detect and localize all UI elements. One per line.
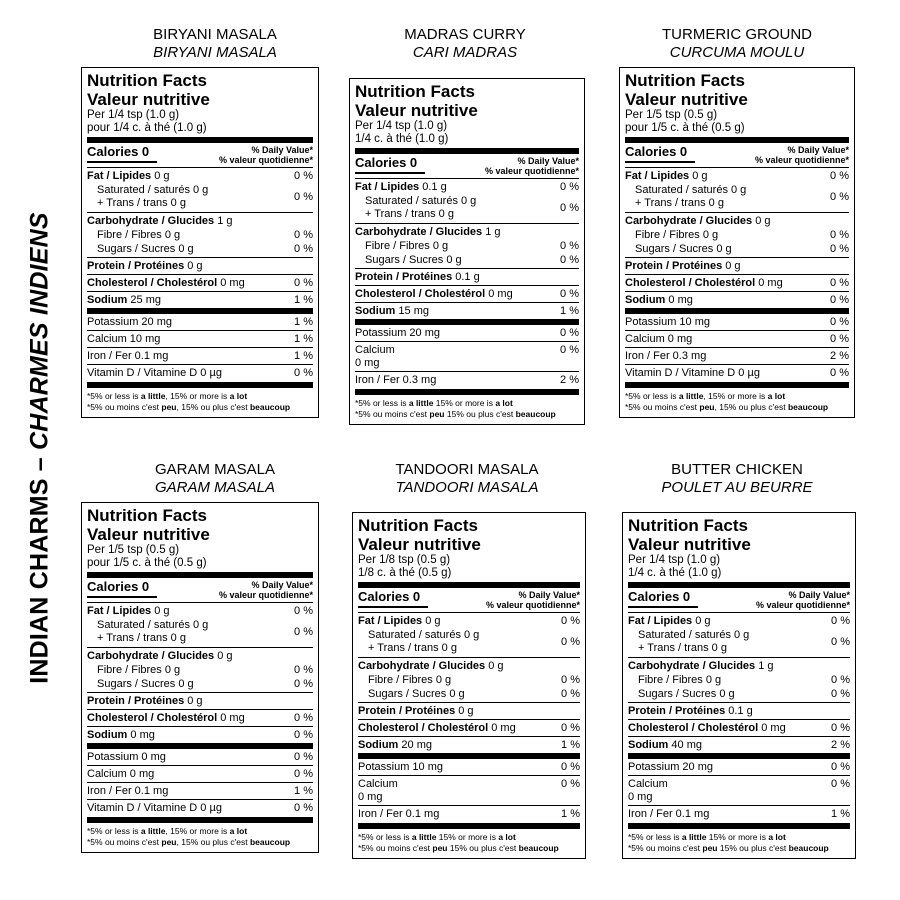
serving-size-en: Per 1/4 tsp (1.0 g) [628, 554, 721, 566]
fibre-row: Fibre / Fibres 0 g 0 % [365, 240, 579, 252]
footnote: *5% or less is a little, 15% or more is a lot *5% ou moins c'est peu, 15% ou plus c'est beaucoup [87, 391, 291, 412]
calories-row [355, 154, 579, 176]
serving-size-fr: 1/8 c. à thé (0.5 g) [358, 567, 452, 579]
saturated-trans-row: Saturated / saturés 0 g + Trans / trans 0 g 0 % [97, 619, 313, 644]
sugars-row: Sugars / Sucres 0 g 0 % [365, 254, 579, 266]
fat-row: Fat / Lipides 0 g 0 % [625, 170, 849, 182]
fibre-row: Fibre / Fibres 0 g 0 % [97, 664, 313, 676]
calories-row [628, 588, 850, 610]
carbohydrate-row: Carbohydrate / Glucides 0 g [358, 660, 504, 672]
carbohydrate-row: Carbohydrate / Glucides 0 g [625, 215, 771, 227]
carbohydrate-row: Carbohydrate / Glucides 1 g [628, 660, 774, 672]
fat-row: Fat / Lipides 0 g 0 % [628, 615, 850, 627]
calories: Calories 0 [87, 579, 150, 594]
potassium-row: Potassium 10 mg 0 % [625, 316, 849, 328]
fat-row: Fat / Lipides 0 g 0 % [358, 615, 580, 627]
product-name-en: MADRAS CURRY [404, 26, 526, 43]
daily-value-header: % Daily Value* % valeur quotidienne* [218, 580, 313, 600]
iron-row: Iron / Fer 0.1 mg 1 % [358, 808, 580, 820]
cholesterol-row: Cholesterol / Cholestérol 0 mg 0 % [87, 277, 313, 289]
saturated-trans-row: Saturated / saturés 0 g + Trans / trans 0 g 0 % [97, 184, 313, 209]
fibre-row: Fibre / Fibres 0 g 0 % [368, 674, 580, 686]
serving-size-fr: pour 1/5 c. à thé (0.5 g) [87, 557, 207, 569]
vitamin-d-row: Vitamin D / Vitamine D 0 µg 0 % [87, 802, 313, 814]
fibre-row: Fibre / Fibres 0 g 0 % [97, 229, 313, 241]
label-title-en: Nutrition Facts [625, 71, 745, 90]
cholesterol-row: Cholesterol / Cholestérol 0 mg 0 % [358, 722, 580, 734]
cholesterol-row: Cholesterol / Cholestérol 0 mg 0 % [625, 277, 849, 289]
product-name-fr: TANDOORI MASALA [395, 479, 539, 496]
sugars-row: Sugars / Sucres 0 g 0 % [368, 688, 580, 700]
label-title-fr: Valeur nutritive [628, 535, 751, 554]
label-title-fr: Valeur nutritive [87, 525, 210, 544]
footnote: *5% or less is a little, 15% or more is a lot *5% ou moins c'est peu, 15% ou plus c'est beaucoup [625, 391, 829, 412]
sodium-row: Sodium 0 mg 0 % [87, 729, 313, 741]
calcium-row: Calcium 10 mg 1 % [87, 333, 313, 345]
sodium-row: Sodium 15 mg 1 % [355, 305, 579, 317]
nutrition-facts-label [619, 67, 855, 418]
potassium-row: Potassium 20 mg 0 % [628, 761, 850, 773]
iron-row: Iron / Fer 0.1 mg 1 % [628, 808, 850, 820]
iron-row: Iron / Fer 0.3 mg 2 % [625, 350, 849, 362]
serving-size-fr: pour 1/4 c. à thé (1.0 g) [87, 122, 207, 134]
product-name-fr: CARI MADRAS [412, 44, 518, 61]
label-title-en: Nutrition Facts [355, 82, 475, 101]
label-title-en: Nutrition Facts [358, 516, 478, 535]
potassium-row: Potassium 10 mg 0 % [358, 761, 580, 773]
sodium-row: Sodium 25 mg 1 % [87, 294, 313, 306]
serving-size-en: Per 1/4 tsp (1.0 g) [87, 109, 180, 121]
sugars-row: Sugars / Sucres 0 g 0 % [97, 243, 313, 255]
nutrition-facts-label [349, 78, 585, 425]
product-name-en: TURMERIC GROUND [662, 26, 812, 43]
calories-row [87, 578, 313, 600]
label-title-fr: Valeur nutritive [355, 101, 478, 120]
product-name-en: GARAM MASALA [154, 461, 276, 478]
saturated-trans-row: Saturated / saturés 0 g + Trans / trans 0 g 0 % [368, 629, 580, 654]
footnote: *5% or less is a little, 15% or more is a lot *5% ou moins c'est peu, 15% ou plus c'est beaucoup [87, 826, 291, 847]
daily-value-header: % Daily Value* % valeur quotidienne* [755, 590, 850, 610]
daily-value-header: % Daily Value* % valeur quotidienne* [485, 590, 580, 610]
calories: Calories 0 [87, 144, 150, 159]
calcium-row: Calcium 0 mg 0 % [625, 333, 849, 345]
protein-row: Protein / Protéines 0 g [87, 260, 203, 272]
calories: Calories 0 [355, 155, 418, 170]
fibre-row: Fibre / Fibres 0 g 0 % [635, 229, 849, 241]
cholesterol-row: Cholesterol / Cholestérol 0 mg 0 % [355, 288, 579, 300]
sugars-row: Sugars / Sucres 0 g 0 % [635, 243, 849, 255]
serving-size-en: Per 1/5 tsp (0.5 g) [87, 544, 180, 556]
side-title-fr: CHARMES INDIENS [25, 212, 54, 450]
nutrition-facts-label [81, 67, 319, 418]
product-header [602, 26, 872, 62]
iron-row: Iron / Fer 0.3 mg 2 % [355, 374, 579, 386]
serving-size-fr: 1/4 c. à thé (1.0 g) [355, 133, 449, 145]
product-name-fr: GARAM MASALA [154, 479, 276, 496]
side-title-en: INDIAN CHARMS – [25, 449, 54, 684]
serving-size-fr: pour 1/5 c. à thé (0.5 g) [625, 122, 745, 134]
label-title-fr: Valeur nutritive [87, 90, 210, 109]
nutrition-facts-label [81, 502, 319, 853]
calcium-row: Calcium 0 mg 0 % [87, 768, 313, 780]
product-name-en: BUTTER CHICKEN [671, 461, 803, 478]
sugars-row: Sugars / Sucres 0 g 0 % [97, 678, 313, 690]
fat-row: Fat / Lipides 0.1 g 0 % [355, 181, 579, 193]
product-name-en: BIRYANI MASALA [153, 26, 277, 43]
fibre-row: Fibre / Fibres 0 g 0 % [638, 674, 850, 686]
saturated-trans-row: Saturated / saturés 0 g + Trans / trans 0 g 0 % [635, 184, 849, 209]
carbohydrate-row: Carbohydrate / Glucides 1 g [87, 215, 233, 227]
product-name-fr: CURCUMA MOULU [669, 44, 805, 61]
product-header [602, 461, 872, 497]
footnote: *5% or less is a little 15% or more is a lot *5% ou moins c'est peu 15% ou plus c'est beaucoup [628, 832, 829, 853]
serving-size-en: Per 1/8 tsp (0.5 g) [358, 554, 451, 566]
product-header [80, 461, 350, 497]
calories: Calories 0 [358, 589, 421, 604]
product-header [80, 26, 350, 62]
protein-row: Protein / Protéines 0.1 g [355, 271, 480, 283]
calcium-row: Calcium 0 mg 0 % [358, 778, 580, 803]
potassium-row: Potassium 0 mg 0 % [87, 751, 313, 763]
side-title [26, 212, 55, 684]
carbohydrate-row: Carbohydrate / Glucides 0 g [87, 650, 233, 662]
calcium-row: Calcium 0 mg 0 % [628, 778, 850, 803]
product-name-fr: BIRYANI MASALA [153, 44, 277, 61]
label-title-fr: Valeur nutritive [358, 535, 481, 554]
calories: Calories 0 [625, 144, 688, 159]
product-header [330, 26, 600, 62]
cholesterol-row: Cholesterol / Cholestérol 0 mg 0 % [628, 722, 850, 734]
saturated-trans-row: Saturated / saturés 0 g + Trans / trans 0 g 0 % [365, 195, 579, 220]
iron-row: Iron / Fer 0.1 mg 1 % [87, 785, 313, 797]
protein-row: Protein / Protéines 0 g [87, 695, 203, 707]
sugars-row: Sugars / Sucres 0 g 0 % [638, 688, 850, 700]
footnote: *5% or less is a little 15% or more is a lot *5% ou moins c'est peu 15% ou plus c'est beaucoup [355, 398, 556, 419]
vitamin-d-row: Vitamin D / Vitamine D 0 µg 0 % [625, 367, 849, 379]
product-header [332, 461, 602, 497]
serving-size-fr: 1/4 c. à thé (1.0 g) [628, 567, 722, 579]
footnote: *5% or less is a little 15% or more is a lot *5% ou moins c'est peu 15% ou plus c'est beaucoup [358, 832, 559, 853]
sodium-row: Sodium 0 mg 0 % [625, 294, 849, 306]
potassium-row: Potassium 20 mg 1 % [87, 316, 313, 328]
protein-row: Protein / Protéines 0 g [625, 260, 741, 272]
potassium-row: Potassium 20 mg 0 % [355, 327, 579, 339]
product-name-en: TANDOORI MASALA [395, 461, 539, 478]
cholesterol-row: Cholesterol / Cholestérol 0 mg 0 % [87, 712, 313, 724]
iron-row: Iron / Fer 0.1 mg 1 % [87, 350, 313, 362]
calcium-row: Calcium 0 mg 0 % [355, 344, 579, 369]
protein-row: Protein / Protéines 0 g [358, 705, 474, 717]
calories-row [625, 143, 849, 165]
label-title-fr: Valeur nutritive [625, 90, 748, 109]
daily-value-header: % Daily Value* % valeur quotidienne* [484, 156, 579, 176]
calories: Calories 0 [628, 589, 691, 604]
fat-row: Fat / Lipides 0 g 0 % [87, 170, 313, 182]
label-title-en: Nutrition Facts [87, 506, 207, 525]
product-name-fr: POULET AU BEURRE [661, 479, 813, 496]
carbohydrate-row: Carbohydrate / Glucides 1 g [355, 226, 501, 238]
protein-row: Protein / Protéines 0.1 g [628, 705, 753, 717]
sodium-row: Sodium 40 mg 2 % [628, 739, 850, 751]
label-title-en: Nutrition Facts [628, 516, 748, 535]
calories-row [358, 588, 580, 610]
saturated-trans-row: Saturated / saturés 0 g + Trans / trans 0 g 0 % [638, 629, 850, 654]
calories-row [87, 143, 313, 165]
nutrition-facts-label [352, 512, 586, 859]
fat-row: Fat / Lipides 0 g 0 % [87, 605, 313, 617]
nutrition-facts-label [622, 512, 856, 859]
label-title-en: Nutrition Facts [87, 71, 207, 90]
serving-size-en: Per 1/5 tsp (0.5 g) [625, 109, 718, 121]
sodium-row: Sodium 20 mg 1 % [358, 739, 580, 751]
vitamin-d-row: Vitamin D / Vitamine D 0 µg 0 % [87, 367, 313, 379]
serving-size-en: Per 1/4 tsp (1.0 g) [355, 120, 448, 132]
daily-value-header: % Daily Value* % valeur quotidienne* [754, 145, 849, 165]
daily-value-header: % Daily Value* % valeur quotidienne* [218, 145, 313, 165]
